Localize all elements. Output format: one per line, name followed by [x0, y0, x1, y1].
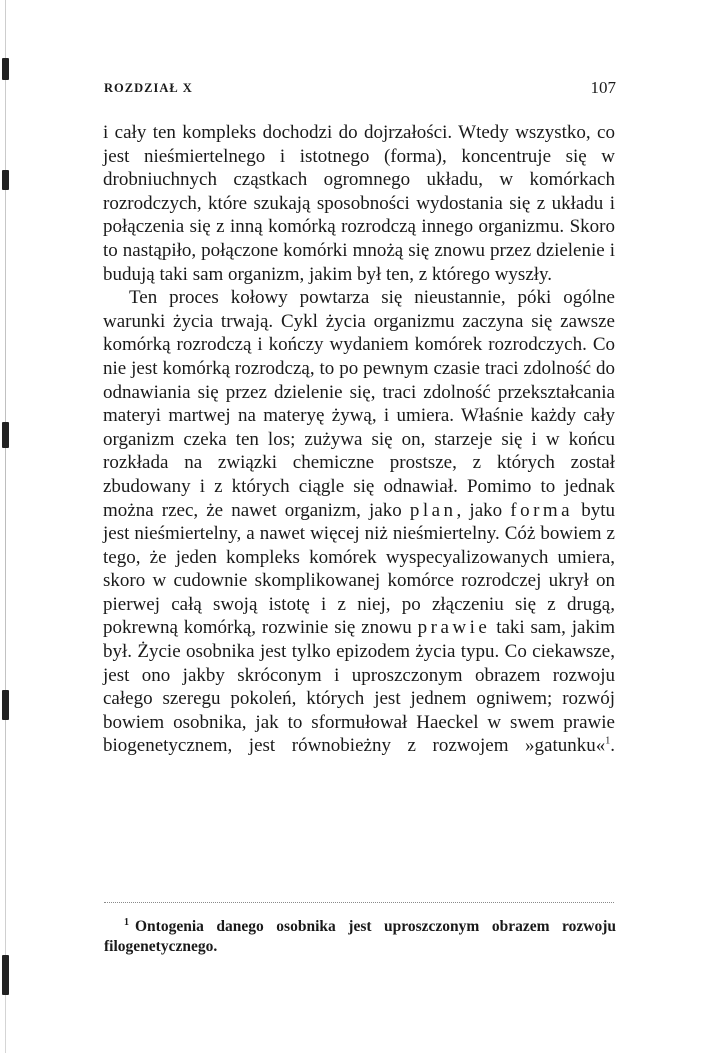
binding-mark: [2, 955, 9, 995]
footnote-reference[interactable]: 1: [605, 736, 611, 748]
paragraph-text: i cały ten kompleks dochodzi do dojrzałości. Wtedy wszystko, co jest nieśmiertelnego i istotnego (forma), koncentruje się w drobniuchnych cząstkach ogromnego układu, w komórkach rozrodczych, które szukają sposobności wydostania się z układu i połączenia się z inną komórką rozrodczą innego organizmu. Skoro to nastąpiło, połączone komórki mnożą się znowu przez dzielenie i budują taki sam organizm, jakim był ten,: [103, 122, 615, 285]
paragraph-text: Ten proces kołowy powtarza się nieustannie, póki ogólne warunki życia trwają. Cykl życia organizmu zaczyna się zawsze komórką rozrodczą i kończy wydaniem komórek rozrodczych. Co nie jest komórką rozrodczą, to po pewnym czasie traci zdolność do odnawiania się przez dzielenie się, traci zdolność przekształcania materyi martwej na materyę żywą, i umiera. Właśnie każdy cały organizm czeka ten los; zużywa się on, starzeje się i w końcu rozkłada na związki chemiczne prostsze, z których został zbudowany i z których ciągle się odnawiał. Pomimo to jednak można rzec, że nawet organizm, jako: [103, 287, 615, 521]
paragraph-text: , jako: [456, 499, 503, 521]
paragraph: [103, 121, 615, 286]
footnote-text: Ontogenia danego osobnika jest uproszczonym obrazem rozwoju filogenetycznego.: [104, 918, 616, 955]
paragraph-last-line: z którego wyszły.: [418, 263, 553, 285]
binding-mark: [2, 690, 9, 720]
footnote: [104, 917, 616, 957]
binding-edge: [5, 0, 6, 1053]
body-text: [103, 121, 615, 758]
binding-mark: [2, 58, 9, 80]
emphasis-spaced: forma: [510, 499, 574, 521]
page-number: 107: [590, 78, 616, 97]
page-header: [104, 78, 616, 100]
footnote-number: 1: [124, 916, 129, 928]
paragraph-text: bytu jest nieśmiertelny, a nawet więcej niż nieśmiertelny. Cóż bowiem z tego, że jeden kompleks komórek wyspecyalizowanych umiera, skoro w cudownie skomplikowanej komórce rozrodczej ukrył on pierwej całą swoją istotę i z niej, po złączeniu się z drugą, pokrewną komórką, rozwinie się znowu: [103, 499, 616, 639]
binding-mark: [2, 422, 9, 448]
paragraph-text: .: [610, 735, 615, 757]
footnote-divider: [104, 902, 614, 905]
running-head: ROZDZIAŁ X: [104, 81, 193, 95]
binding-mark: [2, 170, 9, 190]
emphasis-spaced: plan: [409, 499, 457, 521]
paragraph-text: taki sam, jakim był. Życie osobnika jest tylko epizodem życia typu. Co ciekawsze, jest ono jakby skróconym i uproszczonym obrazem rozwoju całego szeregu pokoleń, których jest jednem ogniwem; rozwój bowiem osobnika, jak to sformułował Haeckel w swem prawie biogenetycznem, jest równobieżny z rozwojem »gatunku«: [103, 617, 616, 757]
paragraph: [103, 286, 615, 758]
emphasis-spaced: prawie: [417, 617, 491, 639]
